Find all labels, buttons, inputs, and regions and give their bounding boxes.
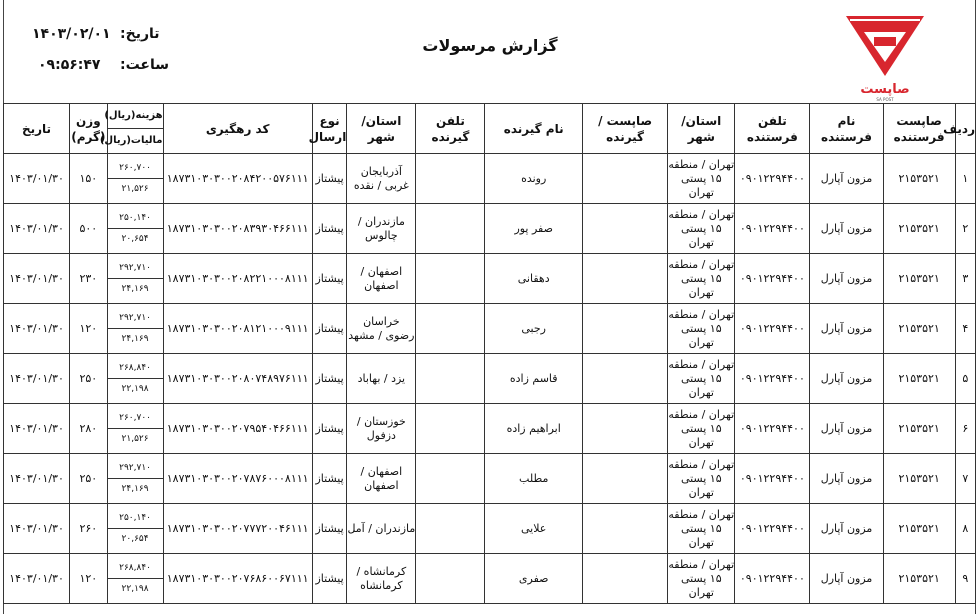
cell-row-index: ۴ xyxy=(955,304,975,354)
cell-receiver-phone xyxy=(416,554,485,604)
cell-tracking-code: ۱۸۷۳۱۰۳۰۳۰۰۲۰۷۶۸۶۰۰۶۷۱۱۱ xyxy=(163,554,312,604)
cell-row-index: ۳ xyxy=(955,254,975,304)
cell-cost-tax xyxy=(107,354,163,404)
cell-sender-name: مزون آپارل xyxy=(810,454,883,504)
company-logo xyxy=(840,10,930,102)
cell-sender-name: مزون آپارل xyxy=(810,404,883,454)
cell-date: ۱۴۰۳/۰۱/۳۰ xyxy=(4,204,70,254)
cell-date: ۱۴۰۳/۰۱/۳۰ xyxy=(4,554,70,604)
col-header-cost-tax xyxy=(99,104,163,154)
cell-cost-tax xyxy=(107,454,163,504)
cell-receiver-addr: مازندران / آمل xyxy=(347,504,416,554)
cell-tax: ۲۲,۱۹۸ xyxy=(121,584,149,594)
cell-receiver-code xyxy=(582,154,667,204)
cell-weight: ۵۰۰ xyxy=(70,204,108,254)
cell-tax: ۲۴,۱۶۹ xyxy=(121,284,149,294)
table-row xyxy=(4,204,976,254)
cell-send-type: پیشتاز xyxy=(312,204,347,254)
cell-cost: ۲۶۸,۸۴۰ xyxy=(108,558,163,579)
cell-tracking-code: ۱۸۷۳۱۰۳۰۳۰۰۲۰۸۱۲۱۰۰۰۹۱۱۱ xyxy=(163,304,312,354)
table-row xyxy=(4,304,976,354)
cell-sender-phone: ۰۹۰۱۲۲۹۴۴۰۰ xyxy=(735,154,810,204)
cell-send-type: پیشتاز xyxy=(312,354,347,404)
cell-row-index: ۹ xyxy=(955,554,975,604)
cell-cost: ۲۶۸,۸۴۰ xyxy=(108,358,163,379)
col-header-receiver-code: صاپست / گیرنده xyxy=(582,104,667,154)
cell-sender-name: مزون آپارل xyxy=(810,304,883,354)
cell-row-index: ۶ xyxy=(955,404,975,454)
cell-date: ۱۴۰۳/۰۱/۳۰ xyxy=(4,254,70,304)
cell-weight: ۲۵۰ xyxy=(70,354,108,404)
cell-weight: ۱۲۰ xyxy=(70,304,108,354)
table-row xyxy=(4,354,976,404)
cell-weight: ۲۶۰ xyxy=(70,504,108,554)
cell-sender-name: مزون آپارل xyxy=(810,204,883,254)
col-header-row: ردیف xyxy=(955,104,975,154)
cell-tax: ۲۰,۶۵۴ xyxy=(121,534,149,544)
col-header-weight: وزن (گرم) xyxy=(70,104,108,154)
cell-receiver-addr: خوزستان / دزفول xyxy=(347,404,416,454)
cell-receiver-phone xyxy=(416,454,485,504)
cell-tracking-code: ۱۸۷۳۱۰۳۰۳۰۰۲۰۷۷۷۲۰۰۴۶۱۱۱ xyxy=(163,504,312,554)
cell-sender-name: مزون آپارل xyxy=(810,254,883,304)
cell-sender-phone: ۰۹۰۱۲۲۹۴۴۰۰ xyxy=(735,554,810,604)
col-header-tracking: کد رهگیری xyxy=(163,104,312,154)
cell-send-type: پیشتاز xyxy=(312,304,347,354)
table-row xyxy=(4,154,976,204)
cell-tax: ۲۱,۵۲۶ xyxy=(121,184,149,194)
cell-receiver-name: ابراهیم زاده xyxy=(485,404,583,454)
cell-cost-tax xyxy=(107,254,163,304)
cell-cost-tax xyxy=(107,554,163,604)
cell-weight: ۲۳۰ xyxy=(70,254,108,304)
cell-send-type: پیشتاز xyxy=(312,454,347,504)
col-header-sender-name: نام فرستنده xyxy=(810,104,883,154)
cell-receiver-phone xyxy=(416,404,485,454)
cell-cost: ۲۶۰,۷۰۰ xyxy=(108,158,163,179)
col-header-sender-code: صاپست فرستنده xyxy=(883,104,955,154)
table-header-row xyxy=(4,104,976,154)
cell-tax: ۲۱,۵۲۶ xyxy=(121,434,149,444)
cell-sender-code: ۲۱۵۳۵۲۱ xyxy=(883,354,955,404)
cell-sender-code: ۲۱۵۳۵۲۱ xyxy=(883,204,955,254)
cell-receiver-code xyxy=(582,454,667,504)
cell-receiver-name: رونده xyxy=(485,154,583,204)
col-header-tax: مالیات(ریال) xyxy=(99,135,163,146)
cell-sender-name: مزون آپارل xyxy=(810,554,883,604)
cell-sender-code: ۲۱۵۳۵۲۱ xyxy=(883,554,955,604)
cell-receiver-name: صفر پور xyxy=(485,204,583,254)
cell-receiver-phone xyxy=(416,354,485,404)
time-label: ساعت: xyxy=(120,57,170,73)
cell-sender-addr: تهران / منطقه ۱۵ پستی تهران xyxy=(668,404,735,454)
logo-shield-icon xyxy=(840,10,930,102)
cell-date: ۱۴۰۳/۰۱/۳۰ xyxy=(4,354,70,404)
table-row xyxy=(4,554,976,604)
cell-send-type: پیشتاز xyxy=(312,504,347,554)
cell-weight: ۱۵۰ xyxy=(70,154,108,204)
logo-text: صاپست xyxy=(860,82,910,97)
cell-cost-tax xyxy=(107,204,163,254)
cell-sender-addr: تهران / منطقه ۱۵ پستی تهران xyxy=(668,154,735,204)
cell-sender-addr: تهران / منطقه ۱۵ پستی تهران xyxy=(668,554,735,604)
cell-sender-code: ۲۱۵۳۵۲۱ xyxy=(883,254,955,304)
cell-receiver-code xyxy=(582,554,667,604)
cell-receiver-name: دهقانی xyxy=(485,254,583,304)
cell-receiver-name: رجبی xyxy=(485,304,583,354)
cell-send-type: پیشتاز xyxy=(312,554,347,604)
shipments-table xyxy=(3,103,976,604)
cell-receiver-addr: مازندران / چالوس xyxy=(347,204,416,254)
cell-sender-addr: تهران / منطقه ۱۵ پستی تهران xyxy=(668,204,735,254)
col-header-date: تاریخ xyxy=(4,104,70,154)
cell-sender-name: مزون آپارل xyxy=(810,154,883,204)
cell-weight: ۱۲۰ xyxy=(70,554,108,604)
cell-sender-code: ۲۱۵۳۵۲۱ xyxy=(883,504,955,554)
cell-sender-addr: تهران / منطقه ۱۵ پستی تهران xyxy=(668,354,735,404)
col-header-sender-phone: تلفن فرستنده xyxy=(735,104,810,154)
cell-receiver-phone xyxy=(416,504,485,554)
cell-cost: ۲۹۲,۷۱۰ xyxy=(108,308,163,329)
cell-date: ۱۴۰۳/۰۱/۳۰ xyxy=(4,504,70,554)
col-header-send-type: نوع ارسال xyxy=(312,104,347,154)
cell-receiver-addr: خراسان رضوی / مشهد xyxy=(347,304,416,354)
table-body xyxy=(4,154,976,604)
cell-sender-addr: تهران / منطقه ۱۵ پستی تهران xyxy=(668,504,735,554)
cell-weight: ۲۵۰ xyxy=(70,454,108,504)
cell-sender-addr: تهران / منطقه ۱۵ پستی تهران xyxy=(668,304,735,354)
svg-text:SA POST: SA POST xyxy=(876,97,894,102)
cell-sender-addr: تهران / منطقه ۱۵ پستی تهران xyxy=(668,454,735,504)
cell-sender-phone: ۰۹۰۱۲۲۹۴۴۰۰ xyxy=(735,354,810,404)
table-row xyxy=(4,504,976,554)
cell-tax: ۲۴,۱۶۹ xyxy=(121,484,149,494)
cell-tracking-code: ۱۸۷۳۱۰۳۰۳۰۰۲۰۸۰۷۴۸۹۷۶۱۱۱ xyxy=(163,354,312,404)
cell-cost: ۲۹۲,۷۱۰ xyxy=(108,258,163,279)
cell-row-index: ۲ xyxy=(955,204,975,254)
cell-sender-phone: ۰۹۰۱۲۲۹۴۴۰۰ xyxy=(735,404,810,454)
cell-row-index: ۵ xyxy=(955,354,975,404)
cell-row-index: ۱ xyxy=(955,154,975,204)
cell-cost: ۲۵۰,۱۴۰ xyxy=(108,208,163,229)
cell-receiver-phone xyxy=(416,254,485,304)
page-title: گزارش مرسولات xyxy=(422,36,558,55)
cell-receiver-phone xyxy=(416,154,485,204)
report-header xyxy=(0,0,978,104)
cell-date: ۱۴۰۳/۰۱/۳۰ xyxy=(4,304,70,354)
cell-sender-name: مزون آپارل xyxy=(810,354,883,404)
cell-cost: ۲۶۰,۷۰۰ xyxy=(108,408,163,429)
cell-sender-phone: ۰۹۰۱۲۲۹۴۴۰۰ xyxy=(735,304,810,354)
cell-sender-phone: ۰۹۰۱۲۲۹۴۴۰۰ xyxy=(735,204,810,254)
col-header-receiver-name: نام گیرنده xyxy=(485,104,583,154)
cell-tax: ۲۲,۱۹۸ xyxy=(121,384,149,394)
cell-tax: ۲۴,۱۶۹ xyxy=(121,334,149,344)
cell-tracking-code: ۱۸۷۳۱۰۳۰۳۰۰۲۰۸۳۹۳۰۴۶۶۱۱۱ xyxy=(163,204,312,254)
cell-sender-code: ۲۱۵۳۵۲۱ xyxy=(883,304,955,354)
cell-receiver-name: قاسم زاده xyxy=(485,354,583,404)
cell-sender-phone: ۰۹۰۱۲۲۹۴۴۰۰ xyxy=(735,454,810,504)
cell-receiver-name: علایی xyxy=(485,504,583,554)
cell-receiver-code xyxy=(582,204,667,254)
date-value: ۱۴۰۳/۰۲/۰۱ xyxy=(32,26,111,42)
col-header-receiver-addr: استان/ شهر xyxy=(347,104,416,154)
cell-date: ۱۴۰۳/۰۱/۳۰ xyxy=(4,154,70,204)
cell-sender-addr: تهران / منطقه ۱۵ پستی تهران xyxy=(668,254,735,304)
cell-sender-name: مزون آپارل xyxy=(810,504,883,554)
cell-tax: ۲۰,۶۵۴ xyxy=(121,234,149,244)
cell-sender-phone: ۰۹۰۱۲۲۹۴۴۰۰ xyxy=(735,254,810,304)
col-header-cost: هزینه(ریال) xyxy=(108,104,163,129)
cell-sender-code: ۲۱۵۳۵۲۱ xyxy=(883,154,955,204)
cell-receiver-phone xyxy=(416,304,485,354)
cell-tracking-code: ۱۸۷۳۱۰۳۰۳۰۰۲۰۷۹۵۴۰۴۶۶۱۱۱ xyxy=(163,404,312,454)
cell-receiver-code xyxy=(582,504,667,554)
table-row xyxy=(4,454,976,504)
table-row xyxy=(4,404,976,454)
cell-send-type: پیشتاز xyxy=(312,404,347,454)
cell-cost-tax xyxy=(107,404,163,454)
cell-receiver-addr: یزد / بهاباد xyxy=(347,354,416,404)
cell-receiver-addr: کرمانشاه / کرمانشاه xyxy=(347,554,416,604)
table-row xyxy=(4,254,976,304)
cell-receiver-addr: اصفهان / اصفهان xyxy=(347,454,416,504)
cell-weight: ۲۸۰ xyxy=(70,404,108,454)
cell-cost: ۲۹۲,۷۱۰ xyxy=(108,458,163,479)
cell-send-type: پیشتاز xyxy=(312,254,347,304)
cell-receiver-code xyxy=(582,254,667,304)
cell-receiver-addr: اصفهان / اصفهان xyxy=(347,254,416,304)
cell-row-index: ۷ xyxy=(955,454,975,504)
cell-receiver-name: مطلب xyxy=(485,454,583,504)
cell-date: ۱۴۰۳/۰۱/۳۰ xyxy=(4,454,70,504)
cell-receiver-addr: آذربایجان غربی / نقده xyxy=(347,154,416,204)
cell-tracking-code: ۱۸۷۳۱۰۳۰۳۰۰۲۰۷۸۷۶۰۰۰۸۱۱۱ xyxy=(163,454,312,504)
cell-sender-phone: ۰۹۰۱۲۲۹۴۴۰۰ xyxy=(735,504,810,554)
cell-cost: ۲۵۰,۱۴۰ xyxy=(108,508,163,529)
cell-sender-code: ۲۱۵۳۵۲۱ xyxy=(883,404,955,454)
cell-cost-tax xyxy=(107,304,163,354)
cell-send-type: پیشتاز xyxy=(312,154,347,204)
cell-tracking-code: ۱۸۷۳۱۰۳۰۳۰۰۲۰۸۲۲۱۰۰۰۸۱۱۱ xyxy=(163,254,312,304)
cell-tracking-code: ۱۸۷۳۱۰۳۰۳۰۰۲۰۸۴۲۰۰۵۷۶۱۱۱ xyxy=(163,154,312,204)
cell-row-index: ۸ xyxy=(955,504,975,554)
cell-receiver-code xyxy=(582,304,667,354)
cell-receiver-code xyxy=(582,354,667,404)
cell-cost-tax xyxy=(107,154,163,204)
cell-cost-tax xyxy=(107,504,163,554)
cell-sender-code: ۲۱۵۳۵۲۱ xyxy=(883,454,955,504)
cell-receiver-phone xyxy=(416,204,485,254)
cell-receiver-code xyxy=(582,404,667,454)
cell-date: ۱۴۰۳/۰۱/۳۰ xyxy=(4,404,70,454)
cell-receiver-name: صفری xyxy=(485,554,583,604)
time-value: ۰۹:۵۶:۴۷ xyxy=(38,57,101,73)
col-header-sender-addr: استان/ شهر xyxy=(668,104,735,154)
date-label: تاریخ: xyxy=(120,26,160,42)
col-header-receiver-phone: تلفن گیرنده xyxy=(416,104,485,154)
